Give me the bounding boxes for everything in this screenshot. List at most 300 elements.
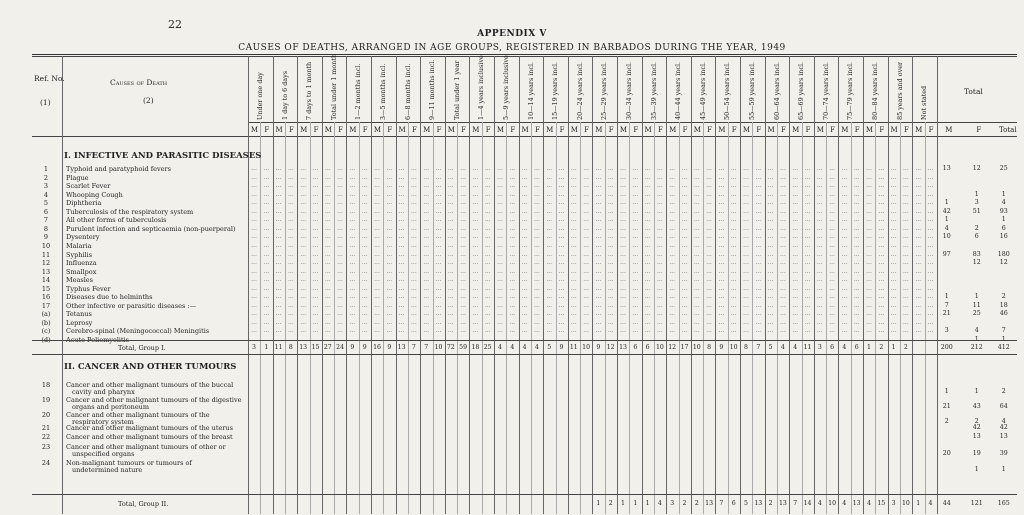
row-blank-cell: ... [423,182,430,190]
row-number: 10 [41,241,51,250]
row-blank-cell: ... [435,259,442,267]
row-blank-cell: ... [767,284,774,292]
sex-label-m: M [816,126,824,134]
group2-total-cell: 4 [657,500,662,507]
sex-label-f: F [411,126,417,134]
row-blank-cell: ... [447,318,454,326]
row-blank-cell: ... [460,207,466,215]
sex-label-f: F [534,126,540,134]
row-blank-cell: ... [423,310,430,318]
row-cause: Plague [66,173,89,182]
row-blank-cell: ... [546,250,553,258]
row-blank-cell: ... [780,267,786,275]
row-blank-cell: ... [558,259,565,267]
row-blank-cell: ... [324,276,331,284]
row-blank-cell: ... [706,173,712,181]
row-blank-cell: ... [386,173,393,181]
row-blank-cell: ... [595,259,602,267]
row-blank-cell: ... [361,267,368,275]
group1-total-cell: 59 [459,344,468,351]
row-blank-cell: ... [878,233,885,241]
sex-label-total: Total [999,126,1017,134]
row-number: 13 [41,267,51,276]
row-blank-cell: ... [324,259,331,267]
row-blank-cell: ... [374,182,380,190]
sex-label-f: F [854,126,860,134]
row-blank-cell: ... [841,301,848,309]
row-blank-cell: ... [251,173,257,181]
sex-label-m: M [300,126,308,134]
row-blank-cell: ... [620,267,626,275]
row-blank-cell: ... [866,267,872,275]
row-blank-cell: ... [534,301,540,309]
group2-total-f: 121 [970,500,983,507]
row-blank-cell: ... [866,301,872,309]
row-blank-cell: ... [681,165,688,172]
row-blank-cell: ... [447,216,454,224]
row-blank-cell: ... [718,259,725,267]
row-blank-cell: ... [915,336,922,343]
row-blank-cell: ... [398,318,405,326]
row-blank-cell: ... [300,318,307,326]
row-blank-cell: ... [607,241,614,249]
row-blank-cell: ... [447,284,454,292]
row-blank-cell: ... [693,173,700,181]
row-total-f: 1 [974,190,979,198]
row-blank-cell: ... [386,259,393,267]
row-blank-cell: ... [497,224,503,232]
row-blank-cell: ... [841,216,848,224]
row-blank-cell: ... [251,327,257,335]
row-blank-cell: ... [706,233,712,241]
row-blank-cell: ... [386,165,393,172]
row-blank-cell: ... [497,173,503,181]
row-blank-cell: ... [558,233,565,241]
column-rule-causes [62,56,63,514]
row-blank-cell: ... [411,276,417,284]
group1-total-cell: 6 [854,344,859,351]
row-total-f: 11 [972,301,981,309]
row-blank-cell: ... [816,165,823,172]
row-blank-cell: ... [263,293,270,301]
row-blank-cell: ... [361,182,368,190]
row-blank-cell: ... [558,207,565,215]
row-total: 64 [999,403,1008,410]
row-total-f: 43 [972,403,981,410]
row-blank-cell: ... [337,284,343,292]
row-blank-cell: ... [804,216,811,224]
row-cause: Cancer and other malignant tumours of the [66,411,210,419]
row-blank-cell: ... [878,182,885,190]
row-blank-cell: ... [337,207,343,215]
row-blank-cell: ... [878,173,885,181]
row-blank-cell: ... [398,293,405,301]
sex-label-f: F [657,126,663,134]
row-blank-cell: ... [447,267,454,275]
row-total-m: 21 [942,310,951,318]
group1-total-cell: 13 [619,344,627,351]
age-column-header: 9—11 months incl. [428,59,437,120]
row-blank-cell: ... [620,293,626,301]
row-blank-cell: ... [472,182,479,190]
row-blank-cell: ... [620,276,626,284]
row-blank-cell: ... [386,301,393,309]
row-blank-cell: ... [632,293,639,301]
row-blank-cell: ... [337,318,343,326]
group1-total-cell: 8 [288,344,293,351]
row-blank-cell: ... [361,173,368,181]
row-blank-cell: ... [521,267,528,275]
row-number: 16 [41,293,51,302]
row-blank-cell: ... [411,267,417,275]
row-blank-cell: ... [878,259,885,267]
row-blank-cell: ... [411,336,417,343]
row-blank-cell: ... [644,336,651,343]
row-blank-cell: ... [816,224,823,232]
row-blank-cell: ... [497,250,503,258]
row-blank-cell: ... [718,165,725,172]
row-blank-cell: ... [620,241,626,249]
row-blank-cell: ... [398,250,405,258]
age-column-header: 1—4 years inclusive [477,55,486,120]
row-blank-cell: ... [730,173,737,181]
group1-total-cell: 11 [569,344,578,351]
age-column-header: 45—49 years incl. [698,61,707,120]
row-blank-cell: ... [866,241,872,249]
sex-label-f: F [264,126,270,134]
row-blank-cell: ... [841,259,848,267]
row-blank-cell: ... [816,336,823,343]
sex-label-m: M [373,126,382,134]
row-blank-cell: ... [866,182,872,190]
row-blank-cell: ... [718,224,725,232]
group2-total-cell: 15 [877,500,886,507]
row-total-f: 1 [974,293,979,301]
row-blank-cell: ... [792,310,799,318]
row-blank-cell: ... [349,310,356,318]
row-blank-cell: ... [730,199,737,207]
row-blank-cell: ... [890,327,897,335]
row-blank-cell: ... [804,165,811,172]
row-blank-cell: ... [644,267,651,275]
row-blank-cell: ... [853,216,860,224]
row-blank-cell: ... [374,250,380,258]
row-blank-cell: ... [903,224,909,232]
row-blank-cell: ... [312,173,319,181]
row-blank-cell: ... [657,259,663,267]
row-blank-cell: ... [792,276,799,284]
age-column-header: 15—19 years incl. [551,61,560,120]
row-blank-cell: ... [693,318,700,326]
row-blank-cell: ... [644,241,651,249]
row-blank-cell: ... [337,276,343,284]
sex-label-m: M [767,126,775,134]
row-blank-cell: ... [263,241,270,249]
row-blank-cell: ... [251,182,257,190]
row-blank-cell: ... [288,327,294,335]
group1-total-cell: 6 [830,344,835,351]
row-blank-cell: ... [386,224,393,232]
row-blank-cell: ... [706,165,712,172]
row-blank-cell: ... [423,259,430,267]
row-blank-cell: ... [644,284,651,292]
row-blank-cell: ... [583,293,589,301]
row-blank-cell: ... [411,165,417,172]
row-blank-cell: ... [730,284,737,292]
row-blank-cell: ... [411,318,417,326]
row-blank-cell: ... [718,241,725,249]
sex-label-f: F [313,126,319,134]
row-number: 8 [43,224,49,233]
row-blank-cell: ... [300,224,307,232]
row-cause: Non-malignant tumours or tumours of [66,459,192,467]
row-blank-cell: ... [361,276,368,284]
row-blank-cell: ... [361,259,368,267]
row-blank-cell: ... [324,233,331,241]
row-blank-cell: ... [398,199,405,207]
row-blank-cell: ... [644,233,651,241]
row-blank-cell: ... [829,327,835,335]
group2-total-cell: 14 [803,500,812,507]
row-blank-cell: ... [275,267,282,275]
row-blank-cell: ... [804,224,811,232]
row-blank-cell: ... [657,199,663,207]
group1-total-label: Total, Group I. [118,344,166,352]
group1-total-cell: 3 [817,344,822,351]
row-blank-cell: ... [767,327,774,335]
row-blank-cell: ... [767,233,774,241]
row-blank-cell: ... [767,318,774,326]
row-blank-cell: ... [755,267,762,275]
group2-total-cell: 7 [719,500,724,507]
row-blank-cell: ... [743,207,749,215]
row-blank-cell: ... [693,267,700,275]
row-number: 20 [41,411,51,419]
row-blank-cell: ... [251,199,257,207]
row-blank-cell: ... [595,276,602,284]
group1-total-cell: 2 [903,344,908,351]
row-blank-cell: ... [927,224,934,232]
row-blank-cell: ... [349,284,356,292]
row-blank-cell: ... [730,250,737,258]
row-cause: Dysentery [66,233,100,242]
row-blank-cell: ... [607,336,614,343]
row-blank-cell: ... [927,216,934,224]
row-cause: Diphtheria [66,199,102,208]
row-number: 5 [43,199,49,208]
row-blank-cell: ... [374,224,380,232]
row-blank-cell: ... [829,216,835,224]
row-blank-cell: ... [361,241,368,249]
row-blank-cell: ... [903,182,909,190]
row-blank-cell: ... [435,318,442,326]
row-blank-cell: ... [878,199,885,207]
sex-label-f: F [461,126,467,134]
row-blank-cell: ... [816,216,823,224]
row-blank-cell: ... [411,224,417,232]
row-blank-cell: ... [251,301,257,309]
sex-label-m: M [349,126,357,134]
row-total-f: 4 [974,327,979,335]
row-blank-cell: ... [927,233,934,241]
row-blank-cell: ... [509,310,516,318]
row-blank-cell: ... [632,310,639,318]
row-blank-cell: ... [534,173,540,181]
row-blank-cell: ... [804,336,811,343]
row-blank-cell: ... [890,336,897,343]
row-blank-cell: ... [841,318,848,326]
row-total: 18 [999,301,1008,309]
row-blank-cell: ... [337,182,343,190]
row-blank-cell: ... [386,199,393,207]
row-blank-cell: ... [312,301,319,309]
row-blank-cell: ... [570,301,577,309]
row-blank-cell: ... [816,284,823,292]
row-blank-cell: ... [841,310,848,318]
row-blank-cell: ... [681,293,688,301]
row-blank-cell: ... [890,241,897,249]
row-blank-cell: ... [903,284,909,292]
age-column-header: 25—29 years incl. [600,61,609,120]
row-blank-cell: ... [878,293,885,301]
row-blank-cell: ... [312,276,319,284]
row-blank-cell: ... [927,336,934,343]
row-blank-cell: ... [300,293,307,301]
age-column-header: 80—84 years incl. [871,61,879,120]
row-blank-cell: ... [521,199,528,207]
row-blank-cell: ... [767,267,774,275]
row-blank-cell: ... [816,276,823,284]
row-blank-cell: ... [681,250,688,258]
group1-total-cell: 5 [547,344,552,351]
row-blank-cell: ... [693,165,700,172]
group2-total-cell: 1 [596,500,601,507]
row-blank-cell: ... [460,310,466,318]
row-blank-cell: ... [804,250,811,258]
row-blank-cell: ... [804,293,811,301]
row-blank-cell: ... [657,207,663,215]
row-blank-cell: ... [435,301,442,309]
row-blank-cell: ... [903,216,909,224]
row-blank-cell: ... [337,216,343,224]
row-blank-cell: ... [669,267,676,275]
row-blank-cell: ... [460,250,466,258]
row-blank-cell: ... [497,233,503,241]
group1-total-cell: 18 [471,344,480,351]
row-blank-cell: ... [693,336,700,343]
row-blank-cell: ... [681,284,688,292]
row-blank-cell: ... [484,293,491,301]
row-blank-cell: ... [497,259,503,267]
row-blank-cell: ... [669,250,676,258]
row-blank-cell: ... [657,250,663,258]
row-blank-cell: ... [915,241,922,249]
row-blank-cell: ... [411,207,417,215]
row-blank-cell: ... [398,327,405,335]
row-blank-cell: ... [275,327,282,335]
group1-total-cell: 11 [274,344,283,351]
row-blank-cell: ... [423,293,430,301]
row-blank-cell: ... [435,216,442,224]
sex-label-f: F [436,126,442,134]
row-blank-cell: ... [435,284,442,292]
row-blank-cell: ... [423,207,430,215]
row-blank-cell: ... [251,207,257,215]
row-blank-cell: ... [472,250,479,258]
row-blank-cell: ... [841,336,848,343]
row-blank-cell: ... [534,267,540,275]
row-number: 2 [43,173,49,182]
row-blank-cell: ... [878,284,885,292]
row-blank-cell: ... [484,318,491,326]
row-blank-cell: ... [743,293,749,301]
group1-total-cell: 9 [719,344,724,351]
row-blank-cell: ... [853,199,860,207]
row-blank-cell: ... [546,182,553,190]
row-blank-cell: ... [743,310,749,318]
row-blank-cell: ... [718,199,725,207]
row-blank-cell: ... [374,216,380,224]
row-blank-cell: ... [411,293,417,301]
row-blank-cell: ... [804,190,811,198]
row-blank-cell: ... [324,173,331,181]
row-blank-cell: ... [644,224,651,232]
row-blank-cell: ... [915,250,922,258]
row-blank-cell: ... [423,190,430,198]
row-blank-cell: ... [349,165,356,172]
row-blank-cell: ... [521,182,528,190]
row-blank-cell: ... [780,250,786,258]
row-blank-cell: ... [251,224,257,232]
row-blank-cell: ... [792,199,799,207]
row-blank-cell: ... [251,250,257,258]
row-blank-cell: ... [460,233,466,241]
row-cause-continued: cavity and pharynx [72,388,135,396]
row-blank-cell: ... [718,293,725,301]
row-blank-cell: ... [866,327,872,335]
row-number: (a) [41,310,51,319]
row-blank-cell: ... [349,327,356,335]
row-blank-cell: ... [767,165,774,172]
row-blank-cell: ... [743,301,749,309]
row-blank-cell: ... [644,190,651,198]
row-blank-cell: ... [915,233,922,241]
row-blank-cell: ... [718,207,725,215]
row-blank-cell: ... [534,216,540,224]
row-blank-cell: ... [312,259,319,267]
row-blank-cell: ... [657,284,663,292]
row-blank-cell: ... [878,336,885,343]
row-blank-cell: ... [853,336,860,343]
row-cause: Cancer and other malignant tumours of the digestive [66,396,242,404]
row-blank-cell: ... [583,284,589,292]
row-number: 11 [41,250,51,259]
row-blank-cell: ... [484,267,491,275]
row-blank-cell: ... [853,267,860,275]
row-blank-cell: ... [497,182,503,190]
row-blank-cell: ... [337,165,343,172]
row-blank-cell: ... [607,267,614,275]
row-total: 1 [1001,336,1006,343]
row-blank-cell: ... [829,301,835,309]
row-blank-cell: ... [361,310,368,318]
row-blank-cell: ... [743,276,749,284]
row-blank-cell: ... [509,173,516,181]
group1-total-cell: 10 [434,344,443,351]
row-blank-cell: ... [324,318,331,326]
row-blank-cell: ... [632,336,639,343]
row-total-m: 13 [942,165,951,172]
